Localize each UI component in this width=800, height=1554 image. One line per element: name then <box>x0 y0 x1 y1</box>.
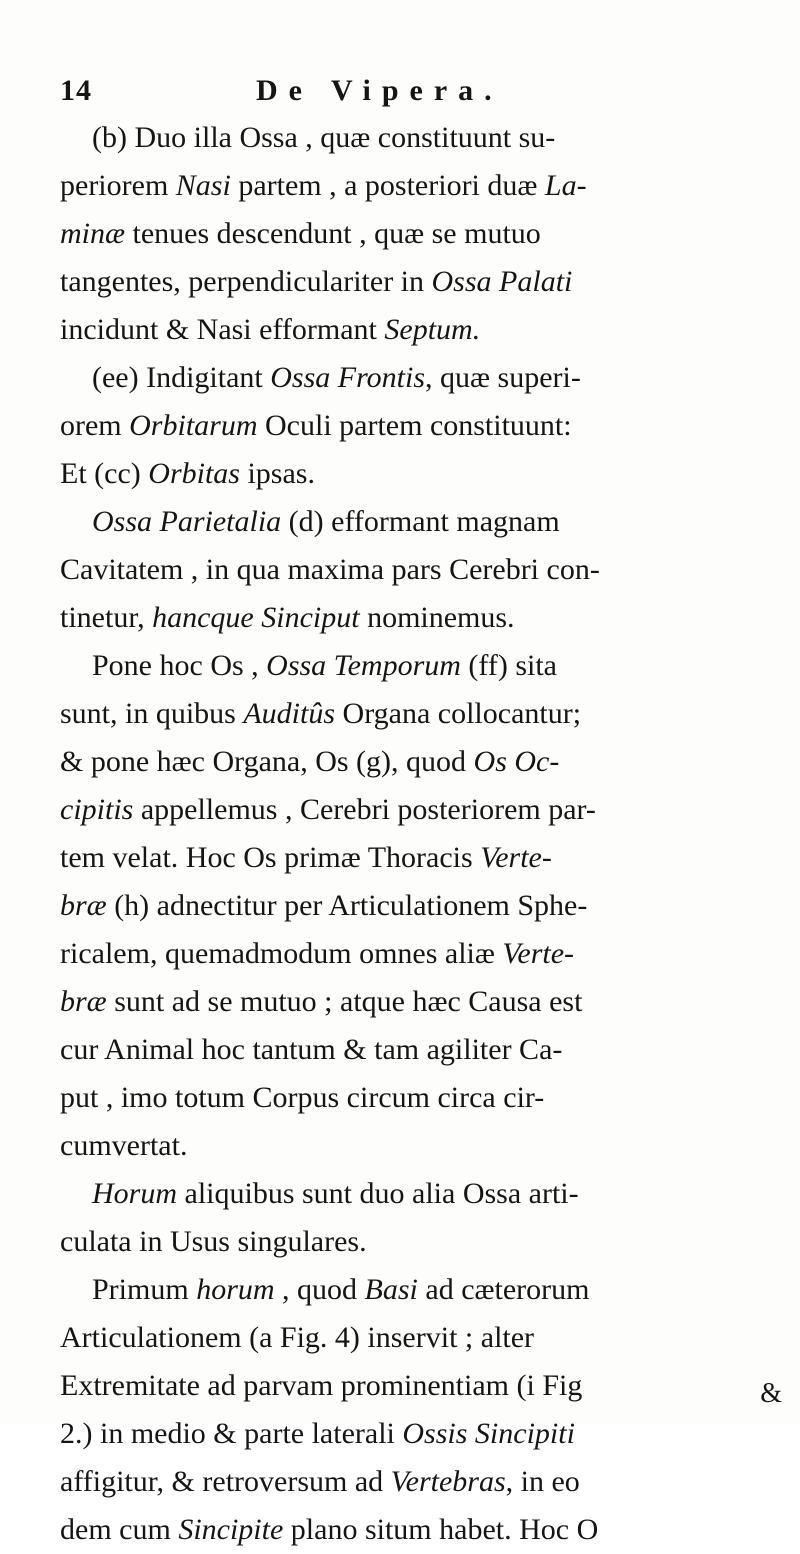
italic-term: Verte- <box>480 841 552 874</box>
text-line <box>60 354 786 402</box>
italic-term: Ossa Palati <box>431 265 573 298</box>
italic-term: Ossis Sincipiti <box>402 1417 575 1450</box>
text-segment: sunt, in quibus <box>60 697 244 730</box>
text-line <box>60 1506 786 1554</box>
text-segment: tenues descendunt , quæ se mutuo <box>125 217 541 250</box>
text-segment: orem <box>60 409 130 442</box>
text-segment: Extremitate ad parvam prominentiam (i Fig <box>60 1369 583 1402</box>
italic-term: Ossa Frontis <box>270 361 426 394</box>
text-segment: affigitur, & retroversum ad <box>60 1465 391 1498</box>
text-segment: put , imo totum Corpus circum circa cir- <box>60 1081 545 1114</box>
text-segment: culata in Usus singulares. <box>60 1225 367 1258</box>
text-segment: periorem <box>60 169 176 202</box>
text-segment: incidunt & Nasi efformant <box>60 313 385 346</box>
running-title: De Vipera. <box>256 74 503 107</box>
italic-term: horum <box>196 1273 275 1306</box>
page-header <box>60 74 760 114</box>
text-segment: Primum <box>92 1273 197 1306</box>
text-segment: 2.) in medio & parte laterali <box>60 1417 403 1450</box>
text-line <box>60 402 786 450</box>
text-line <box>60 738 786 786</box>
text-segment: (ee) Indigitant <box>92 361 271 394</box>
text-segment: tinetur, <box>60 601 153 634</box>
text-line <box>60 258 786 306</box>
text-line <box>60 930 786 978</box>
text-segment: Pone hoc Os , <box>92 649 267 682</box>
page-number: 14 <box>60 74 92 107</box>
text-line <box>60 306 786 354</box>
text-line <box>60 1122 786 1170</box>
italic-term: bræ <box>60 889 107 922</box>
text-line <box>60 1314 786 1362</box>
text-line <box>60 1074 786 1122</box>
text-line <box>60 1026 786 1074</box>
text-segment: Oculi partem constituunt: <box>257 409 572 442</box>
text-segment: ad cæterorum <box>417 1273 590 1306</box>
text-segment: appellemus , Cerebri posteriorem par- <box>133 793 596 826</box>
text-segment: ricalem, quemadmodum omnes aliæ <box>60 937 503 970</box>
text-segment: , in eo <box>505 1465 580 1498</box>
italic-term: Vertebras <box>390 1465 506 1498</box>
text-segment: Organa collocantur; <box>335 697 582 730</box>
text-segment: tem velat. Hoc Os primæ Thoracis <box>60 841 481 874</box>
text-segment: aliquibus sunt duo alia Ossa arti- <box>177 1177 579 1210</box>
text-segment: cumvertat. <box>60 1129 188 1162</box>
text-line <box>60 1458 786 1506</box>
text-line <box>60 882 786 930</box>
text-segment: (ff) sita <box>460 649 558 682</box>
text-line <box>60 1218 786 1266</box>
italic-term: Basi <box>364 1273 418 1306</box>
text-segment: Cavitatem , in qua maxima pars Cerebri con- <box>60 553 600 586</box>
text-segment: (b) Duo illa Ossa , quæ constituunt su- <box>92 121 556 154</box>
text-segment: partem , a posteriori duæ <box>230 169 545 202</box>
italic-term: Orbitarum <box>129 409 258 442</box>
text-line <box>60 1410 786 1458</box>
text-line <box>60 546 786 594</box>
italic-term: bræ <box>60 985 107 1018</box>
text-segment: (d) efformant magnam <box>281 505 560 538</box>
italic-term: hancque Sinciput <box>152 601 360 634</box>
text-segment: nominemus. <box>359 601 515 634</box>
text-segment: cur Animal hoc tantum & tam agiliter Ca- <box>60 1033 563 1066</box>
italic-term: Os Oc- <box>473 745 560 778</box>
italic-term: Horum <box>92 1177 178 1210</box>
text-line <box>60 690 786 738</box>
italic-term: Ossa Parietalia <box>92 505 282 538</box>
text-line <box>60 1266 786 1314</box>
text-line <box>60 162 786 210</box>
text-line <box>60 786 786 834</box>
text-line <box>60 114 786 162</box>
text-segment: Et (cc) <box>60 457 149 490</box>
text-segment: sunt ad se mutuo ; atque hæc Causa est <box>106 985 583 1018</box>
text-segment: Articulationem (a Fig. 4) inservit ; alter <box>60 1321 535 1354</box>
catchword: & <box>760 1378 782 1409</box>
italic-term: cipitis <box>60 793 134 826</box>
text-line <box>60 978 786 1026</box>
text-segment: ipsas. <box>239 457 315 490</box>
text-line <box>60 1170 786 1218</box>
text-segment: dem cum <box>60 1513 179 1546</box>
text-line <box>60 210 786 258</box>
italic-term: Verte- <box>502 937 575 970</box>
text-segment: , quod <box>274 1273 365 1306</box>
italic-term: Nasi <box>175 169 231 202</box>
text-line <box>60 594 786 642</box>
italic-term: minæ <box>60 217 126 250</box>
italic-term: Sincipite <box>178 1513 284 1546</box>
text-segment: , quæ superi- <box>425 361 581 394</box>
text-line <box>60 450 786 498</box>
text-line <box>60 834 786 882</box>
italic-term: La- <box>544 169 587 202</box>
text-segment: (h) adnectitur per Articulationem Sphe- <box>106 889 588 922</box>
italic-term: Septum. <box>384 313 481 346</box>
italic-term: Orbitas <box>148 457 240 490</box>
text-line <box>60 1362 786 1410</box>
italic-term: Auditûs <box>243 697 336 730</box>
body-text <box>60 114 786 1554</box>
text-line <box>60 642 786 690</box>
text-segment: plano situm habet. Hoc O <box>283 1513 599 1546</box>
text-line <box>60 498 786 546</box>
text-segment: & pone hæc Organa, Os (g), quod <box>60 745 474 778</box>
italic-term: Ossa Temporum <box>266 649 461 682</box>
text-segment: tangentes, perpendiculariter in <box>60 265 432 298</box>
